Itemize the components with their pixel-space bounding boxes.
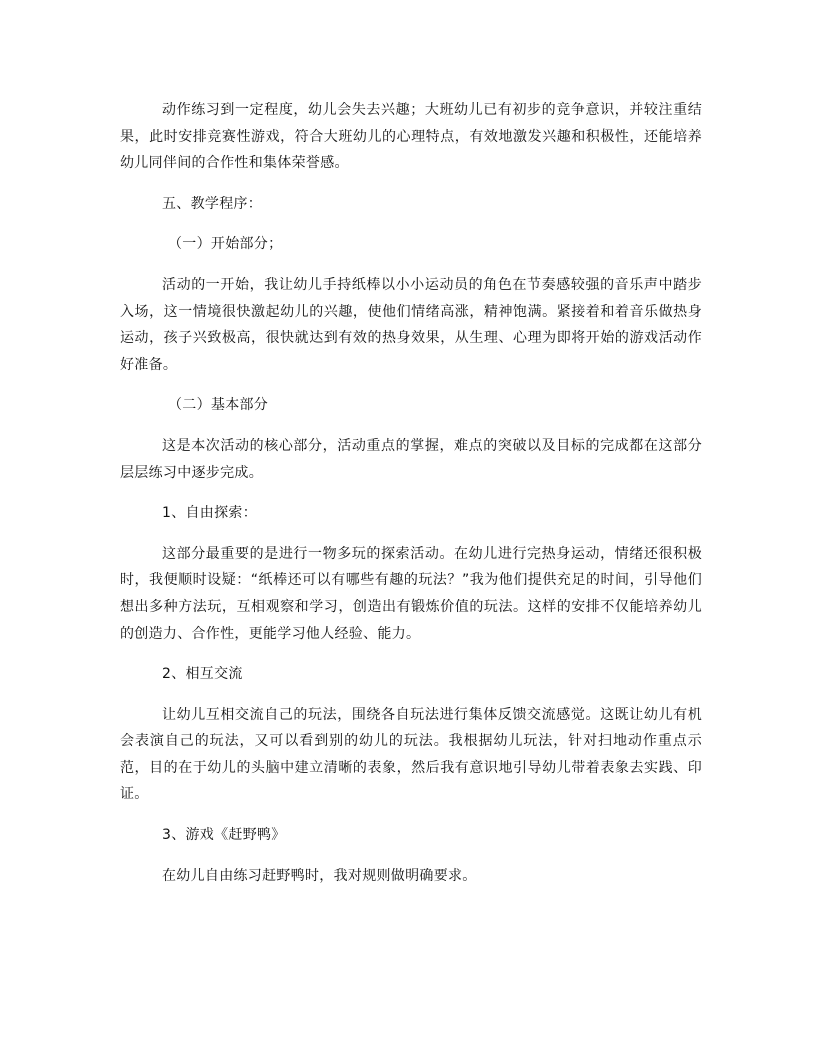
paragraph-exchange: 让幼儿互相交流自己的玩法，围绕各自玩法进行集体反馈交流感觉。这既让幼儿有机会表演自己的玩法，又可以看到别的幼儿的玩法。我根据幼儿玩法，针对扫地动作重点示范，目的在于幼儿的头脑中建立清晰的表象，然后我有意识地引导幼儿带着表象去实践、印证。 [120,706,702,803]
item-heading-game: 3、游戏《赶野鸭》 [162,827,286,844]
paragraph-game-rules: 在幼儿自由练习赶野鸭时，我对规则做明确要求。 [162,867,477,884]
paragraph-free-exploration: 这部分最重要的是进行一物多玩的探索活动。在幼儿进行完热身运动，情绪还很积极时，我便顺时设疑：“纸棒还可以有哪些有趣的玩法？”我为他们提供充足的时间，引导他们想出多种方法玩，互相观察和学习，创造出有锻炼价值的玩法。这样的安排不仅能培养幼儿的创造力、合作性，更能学习他人经验、能力。 [120,545,702,642]
paragraph-competition-games: 动作练习到一定程度，幼儿会失去兴趣；大班幼儿已有初步的竞争意识，并较注重结果，此时安排竞赛性游戏，符合大班幼儿的心理特点，有效地激发兴趣和积极性，还能培养幼儿同伴间的合作性和集体荣誉感。 [120,102,702,172]
paragraph-opening-activity: 活动的一开始，我让幼儿手持纸棒以小小运动员的角色在节奏感较强的音乐声中踏步入场，这一情境很快激起幼儿的兴趣，使他们情绪高涨，精神饱满。紧接着和着音乐做热身运动，孩子兴致极高，很快就达到有效的热身效果，从生理、心理为即将开始的游戏活动作好准备。 [120,276,702,373]
section-heading-teaching-procedure: 五、教学程序： [162,195,263,212]
subsection-heading-basic: （二）基本部分 [168,397,269,414]
subsection-heading-opening: （一）开始部分； [168,236,283,253]
paragraph-core-part: 这是本次活动的核心部分，活动重点的掌握，难点的突破以及目标的完成都在这部分层层练习中逐步完成。 [120,437,702,481]
item-heading-exchange: 2、相互交流 [162,666,243,683]
document-content [120,97,702,903]
item-heading-free-exploration: 1、自由探索： [162,505,258,522]
